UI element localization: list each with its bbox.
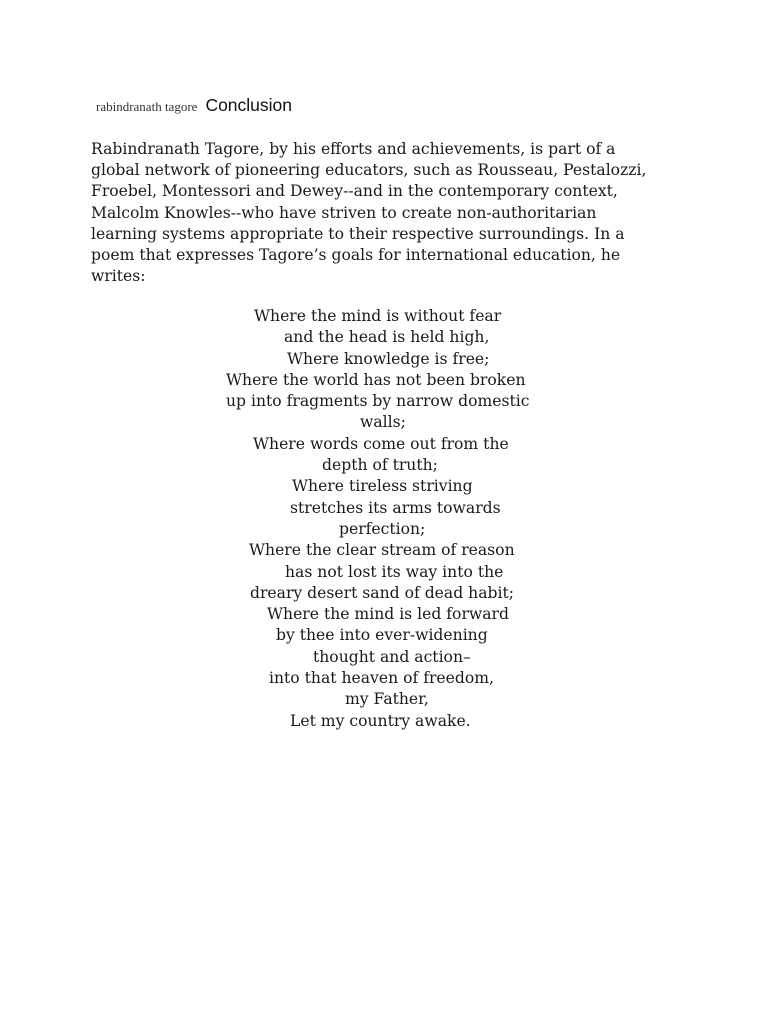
poem-line: Where the world has not been broken — [226, 370, 526, 389]
poem-line: my Father, — [345, 690, 429, 709]
poem-line: by thee into ever-widening — [276, 626, 488, 645]
heading-line — [96, 94, 292, 118]
poem-line: has not lost its way into the — [285, 562, 504, 581]
intro-line: Froebel, Montessori and Dewey--and in the contemporary context, — [91, 182, 618, 201]
page-title: Conclusion — [205, 95, 293, 115]
poem-line: up into fragments by narrow domestic — [226, 392, 530, 411]
poem-line: Where the clear stream of reason — [249, 541, 515, 560]
intro-line: Rabindranath Tagore, by his efforts and achievements, is part of a — [91, 140, 616, 158]
intro-paragraph — [91, 139, 691, 287]
intro-line: writes: — [91, 267, 146, 286]
source-label: rabindranath tagore — [96, 99, 198, 114]
poem-line: perfection; — [339, 519, 426, 538]
poem-line: Where the mind is led forward — [267, 605, 509, 624]
intro-line: Malcolm Knowles--who have striven to create non-authoritarian — [91, 203, 597, 222]
poem-line: Where knowledge is free; — [287, 349, 490, 368]
poem-block — [0, 306, 768, 732]
poem-line: into that heaven of freedom, — [269, 669, 494, 688]
intro-line: poem that expresses Tagore’s goals for international education, he — [91, 246, 621, 265]
poem-line: thought and action– — [313, 647, 471, 666]
poem-line: Let my country awake. — [290, 711, 471, 730]
poem-line: Where tireless striving — [292, 477, 473, 496]
poem-line: Where the mind is without fear — [254, 307, 502, 325]
poem-line: Where words come out from the — [253, 434, 509, 453]
poem-line: stretches its arms towards — [290, 498, 501, 517]
poem-line: walls; — [360, 413, 406, 432]
intro-line: global network of pioneering educators, such as Rousseau, Pestalozzi, — [91, 161, 647, 180]
poem-line: and the head is held high, — [284, 328, 490, 347]
intro-line: learning systems appropriate to their respective surroundings. In a — [91, 224, 625, 243]
poem-line: dreary desert sand of dead habit; — [250, 583, 514, 602]
poem-line: depth of truth; — [322, 456, 438, 475]
